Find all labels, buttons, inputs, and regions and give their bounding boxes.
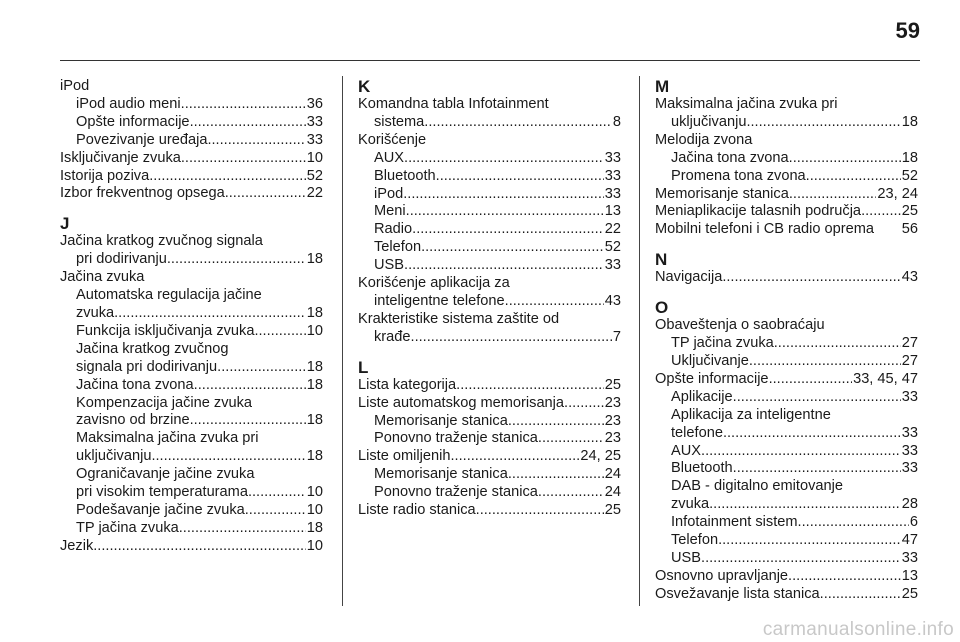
index-entry-text: Memorisanje stanica (374, 466, 508, 483)
index-entry-text: TP jačina zvuka (671, 335, 774, 352)
index-letter-heading: J (60, 214, 70, 234)
index-letter-heading: K (358, 77, 371, 96)
index-entry (655, 114, 918, 132)
dot-leader (749, 353, 901, 371)
index-entry (60, 168, 323, 186)
dot-leader (167, 251, 306, 269)
index-entry (60, 251, 323, 269)
dot-leader (403, 186, 604, 204)
index-heading: Korišćenje (358, 131, 427, 148)
dot-leader (93, 538, 306, 556)
index-page-ref: 33 (604, 185, 621, 202)
index-page-ref: 18 (306, 412, 323, 429)
index-entry (358, 239, 621, 257)
index-entry (60, 305, 323, 323)
index-heading: iPod (60, 78, 90, 94)
index-entry (358, 150, 621, 168)
index-page-ref: 28 (901, 496, 918, 513)
index-entry-continued: DAB - digitalno emitovanje (671, 478, 843, 495)
index-entry (358, 466, 621, 484)
dot-leader (456, 377, 604, 395)
index-entry-text: iPod audio meni (76, 95, 181, 112)
index-entry (655, 203, 918, 221)
index-page-ref: 27 (901, 352, 918, 369)
index-entry (655, 168, 918, 186)
index-entry-text: pri visokim temperaturama (76, 484, 248, 501)
index-page-ref: 24 (604, 466, 621, 483)
dot-leader (709, 496, 901, 514)
index-entry (358, 221, 621, 239)
column-divider (639, 76, 640, 606)
index-entry-text: inteligentne telefone (374, 292, 505, 309)
index-page-ref: 18 (901, 113, 918, 130)
index-entry (60, 150, 323, 168)
index-page-ref: 33 (604, 167, 621, 184)
index-entry-text: uključivanju (671, 113, 747, 130)
index-page-ref: 25 (604, 376, 621, 393)
index-entry (60, 96, 323, 114)
index-entry-text: USB (671, 549, 702, 566)
index-heading: Melodija zvona (655, 131, 753, 148)
index-page-ref: 56 (901, 221, 918, 238)
index-page-ref: 22 (306, 185, 323, 202)
index-column-3 (655, 78, 918, 604)
index-entry-text: Izbor frekventnog opsega (60, 185, 225, 202)
index-entry-text: Povezivanje uređaja (76, 131, 208, 148)
index-entry (358, 203, 621, 221)
dot-leader (411, 329, 612, 347)
index-entry-text: pri dodirivanju (76, 251, 167, 268)
dot-leader (217, 359, 306, 377)
index-letter-heading: M (655, 77, 670, 96)
index-page-ref: 10 (306, 322, 323, 339)
index-entry-text: Memorisanje stanica (374, 412, 508, 429)
index-entry (655, 150, 918, 168)
index-entry (655, 269, 918, 287)
index-page-ref: 18 (306, 251, 323, 268)
index-entry (60, 323, 323, 341)
index-page-ref: 33 (901, 549, 918, 566)
dot-leader (508, 466, 604, 484)
index-heading: Jačina kratkog zvučnog signala (60, 233, 263, 250)
index-entry (358, 395, 621, 413)
dot-leader (718, 532, 901, 550)
index-entry-text: zavisno od brzine (76, 412, 190, 429)
index-letter-heading: L (358, 357, 369, 377)
index-entry-text: Mobilni telefoni i CB radio oprema (655, 221, 875, 238)
watermark: carmanualsonline.info (762, 619, 954, 640)
index-page-ref: 18 (901, 149, 918, 166)
index-entry-text: Ponovno traženje stanica (374, 484, 538, 501)
column-divider (342, 76, 343, 606)
index-entry (358, 430, 621, 448)
index-entry (358, 413, 621, 431)
dot-leader (861, 203, 901, 221)
index-heading: Korišćenje aplikacija za (358, 275, 510, 292)
dot-leader (225, 185, 306, 203)
index-page-ref: 27 (901, 335, 918, 352)
index-page-ref: 33, 45, 47 (853, 370, 918, 387)
dot-leader (412, 221, 604, 239)
index-entry-text: zvuka (671, 496, 710, 513)
index-entry (60, 377, 323, 395)
index-page-ref: 52 (306, 167, 323, 184)
index-entry (358, 257, 621, 275)
dot-leader (179, 520, 306, 538)
index-page-ref: 8 (612, 113, 621, 130)
index-page-ref: 23, 24 (877, 185, 918, 202)
dot-leader (789, 186, 877, 204)
index-entry-text: krađe (374, 328, 411, 345)
index-entry (358, 484, 621, 502)
index-page-ref: 23 (604, 394, 621, 411)
index-entry (655, 371, 918, 389)
index-entry (60, 132, 323, 150)
dot-leader (769, 371, 853, 389)
index-entry (60, 114, 323, 132)
index-heading: Krakteristike sistema zaštite od (358, 310, 560, 327)
dot-leader (254, 323, 305, 341)
index-entry-text: Bluetooth (671, 460, 733, 477)
index-column-1 (60, 78, 323, 556)
index-entry-text: Osvežavanje lista stanica (655, 585, 820, 602)
index-entry (60, 359, 323, 377)
dot-leader (774, 335, 901, 353)
dot-leader (789, 150, 901, 168)
index-page-ref: 33 (306, 113, 323, 130)
index-page-ref: 33 (604, 257, 621, 274)
dot-leader (404, 150, 604, 168)
index-entry-text: Uključivanje (671, 352, 749, 369)
index-heading: Komandna tabla Infotainment (358, 96, 549, 112)
index-page-ref: 23 (604, 412, 621, 429)
index-entry-text: Telefon (374, 239, 422, 256)
index-entry (655, 586, 918, 604)
dot-leader (190, 114, 306, 132)
index-column-2 (358, 78, 621, 520)
index-page-ref: 24, 25 (580, 448, 621, 465)
dot-leader (450, 448, 579, 466)
dot-leader (181, 150, 306, 168)
index-entry (60, 484, 323, 502)
index-page-ref: 25 (901, 203, 918, 220)
dot-leader (505, 293, 604, 311)
index-page-ref: 18 (306, 376, 323, 393)
index-entry-text: USB (374, 257, 405, 274)
index-page-ref: 18 (306, 358, 323, 375)
index-entry-text: Liste radio stanica (358, 502, 476, 519)
index-entry (358, 186, 621, 204)
index-entry-text: Jačina tona zvona (76, 376, 194, 393)
index-entry (358, 448, 621, 466)
dot-leader (421, 239, 604, 257)
dot-leader (248, 484, 306, 502)
index-entry-text: Lista kategorija (358, 376, 457, 393)
dot-leader (701, 550, 901, 568)
index-entry (358, 168, 621, 186)
index-entry (358, 114, 621, 132)
index-entry-text: telefone (671, 424, 723, 441)
index-page-ref: 10 (306, 484, 323, 501)
dot-leader (722, 269, 900, 287)
dot-leader (746, 114, 900, 132)
index-page-ref: 7 (612, 328, 621, 345)
index-page-ref: 22 (604, 221, 621, 238)
dot-leader (476, 502, 604, 520)
index-entry-text: Opšte informacije (655, 370, 769, 387)
dot-leader (798, 514, 909, 532)
index-page-ref: 52 (901, 167, 918, 184)
index-entry (60, 520, 323, 538)
index-page-ref: 25 (901, 585, 918, 602)
index-entry (60, 538, 323, 556)
index-entry (655, 221, 918, 239)
dot-leader (245, 502, 306, 520)
index-entry (655, 186, 918, 204)
index-letter-heading: N (655, 250, 668, 270)
index-entry (655, 335, 918, 353)
index-page-ref: 18 (306, 304, 323, 321)
page-number: 59 (895, 18, 920, 43)
index-page-ref: 10 (306, 149, 323, 166)
dot-leader (190, 412, 306, 430)
index-entry (655, 425, 918, 443)
index-entry (655, 443, 918, 461)
dot-leader (820, 586, 901, 604)
dot-leader (508, 413, 604, 431)
index-entry-text: Liste omiljenih (358, 448, 451, 465)
index-page-ref: 18 (306, 519, 323, 536)
index-entry-text: Podešavanje jačine zvuka (76, 501, 245, 518)
index-entry-text: Memorisanje stanica (655, 185, 789, 202)
index-entry (358, 377, 621, 395)
index-page-ref: 33 (901, 424, 918, 441)
dot-leader (424, 114, 612, 132)
index-page-ref: 13 (901, 567, 918, 584)
index-entry (655, 568, 918, 586)
index-entry-continued: Aplikacija za inteligentne (671, 406, 831, 423)
index-page-ref: 23 (604, 430, 621, 447)
index-entry-text: sistema (374, 113, 425, 130)
index-entry-text: Istorija poziva (60, 167, 150, 184)
dot-leader (733, 460, 901, 478)
index-entry-text: Promena tona zvona (671, 167, 806, 184)
index-page-ref: 33 (604, 149, 621, 166)
index-page-ref: 33 (901, 460, 918, 477)
dot-leader (149, 168, 306, 186)
dot-leader (207, 132, 305, 150)
index-page-ref: 33 (901, 442, 918, 459)
index-entry-continued: Ograničavanje jačine zvuka (76, 466, 255, 483)
index-entry-text: Funkcija isključivanja zvuka (76, 322, 255, 339)
index-page-ref: 43 (901, 269, 918, 286)
index-entry-text: iPod (374, 185, 404, 202)
index-entry-text: Navigacija (655, 269, 723, 286)
index-entry-text: Jezik (60, 537, 94, 554)
index-entry-continued: Jačina kratkog zvučnog (76, 340, 229, 357)
index-entry (60, 448, 323, 466)
index-entry-continued: Automatska regulacija jačine (76, 287, 262, 304)
index-page-ref: 13 (604, 203, 621, 220)
index-entry-text: Aplikacije (671, 388, 733, 405)
index-entry-continued: Maksimalna jačina zvuka pri (76, 430, 259, 447)
header-rule (60, 60, 920, 61)
index-page-ref: 33 (901, 388, 918, 405)
dot-leader (564, 395, 604, 413)
index-entry (358, 502, 621, 520)
index-page-ref: 47 (901, 532, 918, 549)
dot-leader (701, 443, 901, 461)
index-page-ref: 36 (306, 95, 323, 112)
index-entry-text: Osnovno upravljanje (655, 567, 789, 584)
index-entry (60, 412, 323, 430)
index-entry-text: Opšte informacije (76, 113, 190, 130)
index-heading: Maksimalna jačina zvuka pri (655, 96, 838, 112)
index-entry (655, 550, 918, 568)
index-page-ref: 43 (604, 292, 621, 309)
index-entry (655, 514, 918, 532)
index-page-ref: 10 (306, 501, 323, 518)
index-entry-text: AUX (374, 149, 405, 166)
index-page-ref: 10 (306, 537, 323, 554)
index-page-ref: 52 (604, 239, 621, 256)
index-entry-text: Liste automatskog memorisanja (358, 394, 565, 411)
index-entry-text: signala pri dodirivanju (76, 358, 218, 375)
index-entry-text: AUX (671, 442, 702, 459)
index-entry-continued: Kompenzacija jačine zvuka (76, 394, 253, 411)
dot-leader (733, 389, 901, 407)
index-entry (655, 460, 918, 478)
index-heading: Obaveštenja o saobraćaju (655, 317, 825, 334)
index-entry (655, 532, 918, 550)
index-entry (655, 389, 918, 407)
index-entry (655, 353, 918, 371)
index-entry (655, 496, 918, 514)
index-entry (358, 329, 621, 347)
dot-leader (806, 168, 901, 186)
index-entry-text: Meniaplikacije talasnih područja (655, 203, 862, 220)
dot-leader (151, 448, 305, 466)
index-entry (60, 502, 323, 520)
index-entry-text: Isključivanje zvuka (60, 149, 181, 166)
index-entry-text: Bluetooth (374, 167, 436, 184)
index-entry-text: zvuka (76, 304, 115, 321)
index-page-ref: 25 (604, 502, 621, 519)
index-entry-text: uključivanju (76, 448, 152, 465)
dot-leader (436, 168, 604, 186)
dot-leader (723, 425, 901, 443)
index-page-ref: 33 (306, 131, 323, 148)
index-entry (60, 185, 323, 203)
index-entry (358, 293, 621, 311)
index-entry-text: Jačina tona zvona (671, 149, 789, 166)
index-heading: Jačina zvuka (60, 269, 145, 286)
index-entry-text: Meni (374, 203, 406, 220)
index-entry-text: Ponovno traženje stanica (374, 430, 538, 447)
index-entry-text: Radio (374, 221, 413, 238)
dot-leader (194, 377, 306, 395)
index-entry-text: TP jačina zvuka (76, 519, 179, 536)
index-entry-text: Infotainment sistem (671, 514, 798, 531)
dot-leader (538, 430, 604, 448)
index-page-ref: 6 (909, 514, 918, 531)
dot-leader (788, 568, 901, 586)
dot-leader (114, 305, 306, 323)
index-letter-heading: O (655, 298, 669, 318)
dot-leader (181, 96, 306, 114)
index-entry-text: Telefon (671, 532, 719, 549)
index-page-ref: 24 (604, 484, 621, 501)
dot-leader (538, 484, 604, 502)
dot-leader (406, 203, 604, 221)
index-page-ref: 18 (306, 448, 323, 465)
dot-leader (404, 257, 604, 275)
